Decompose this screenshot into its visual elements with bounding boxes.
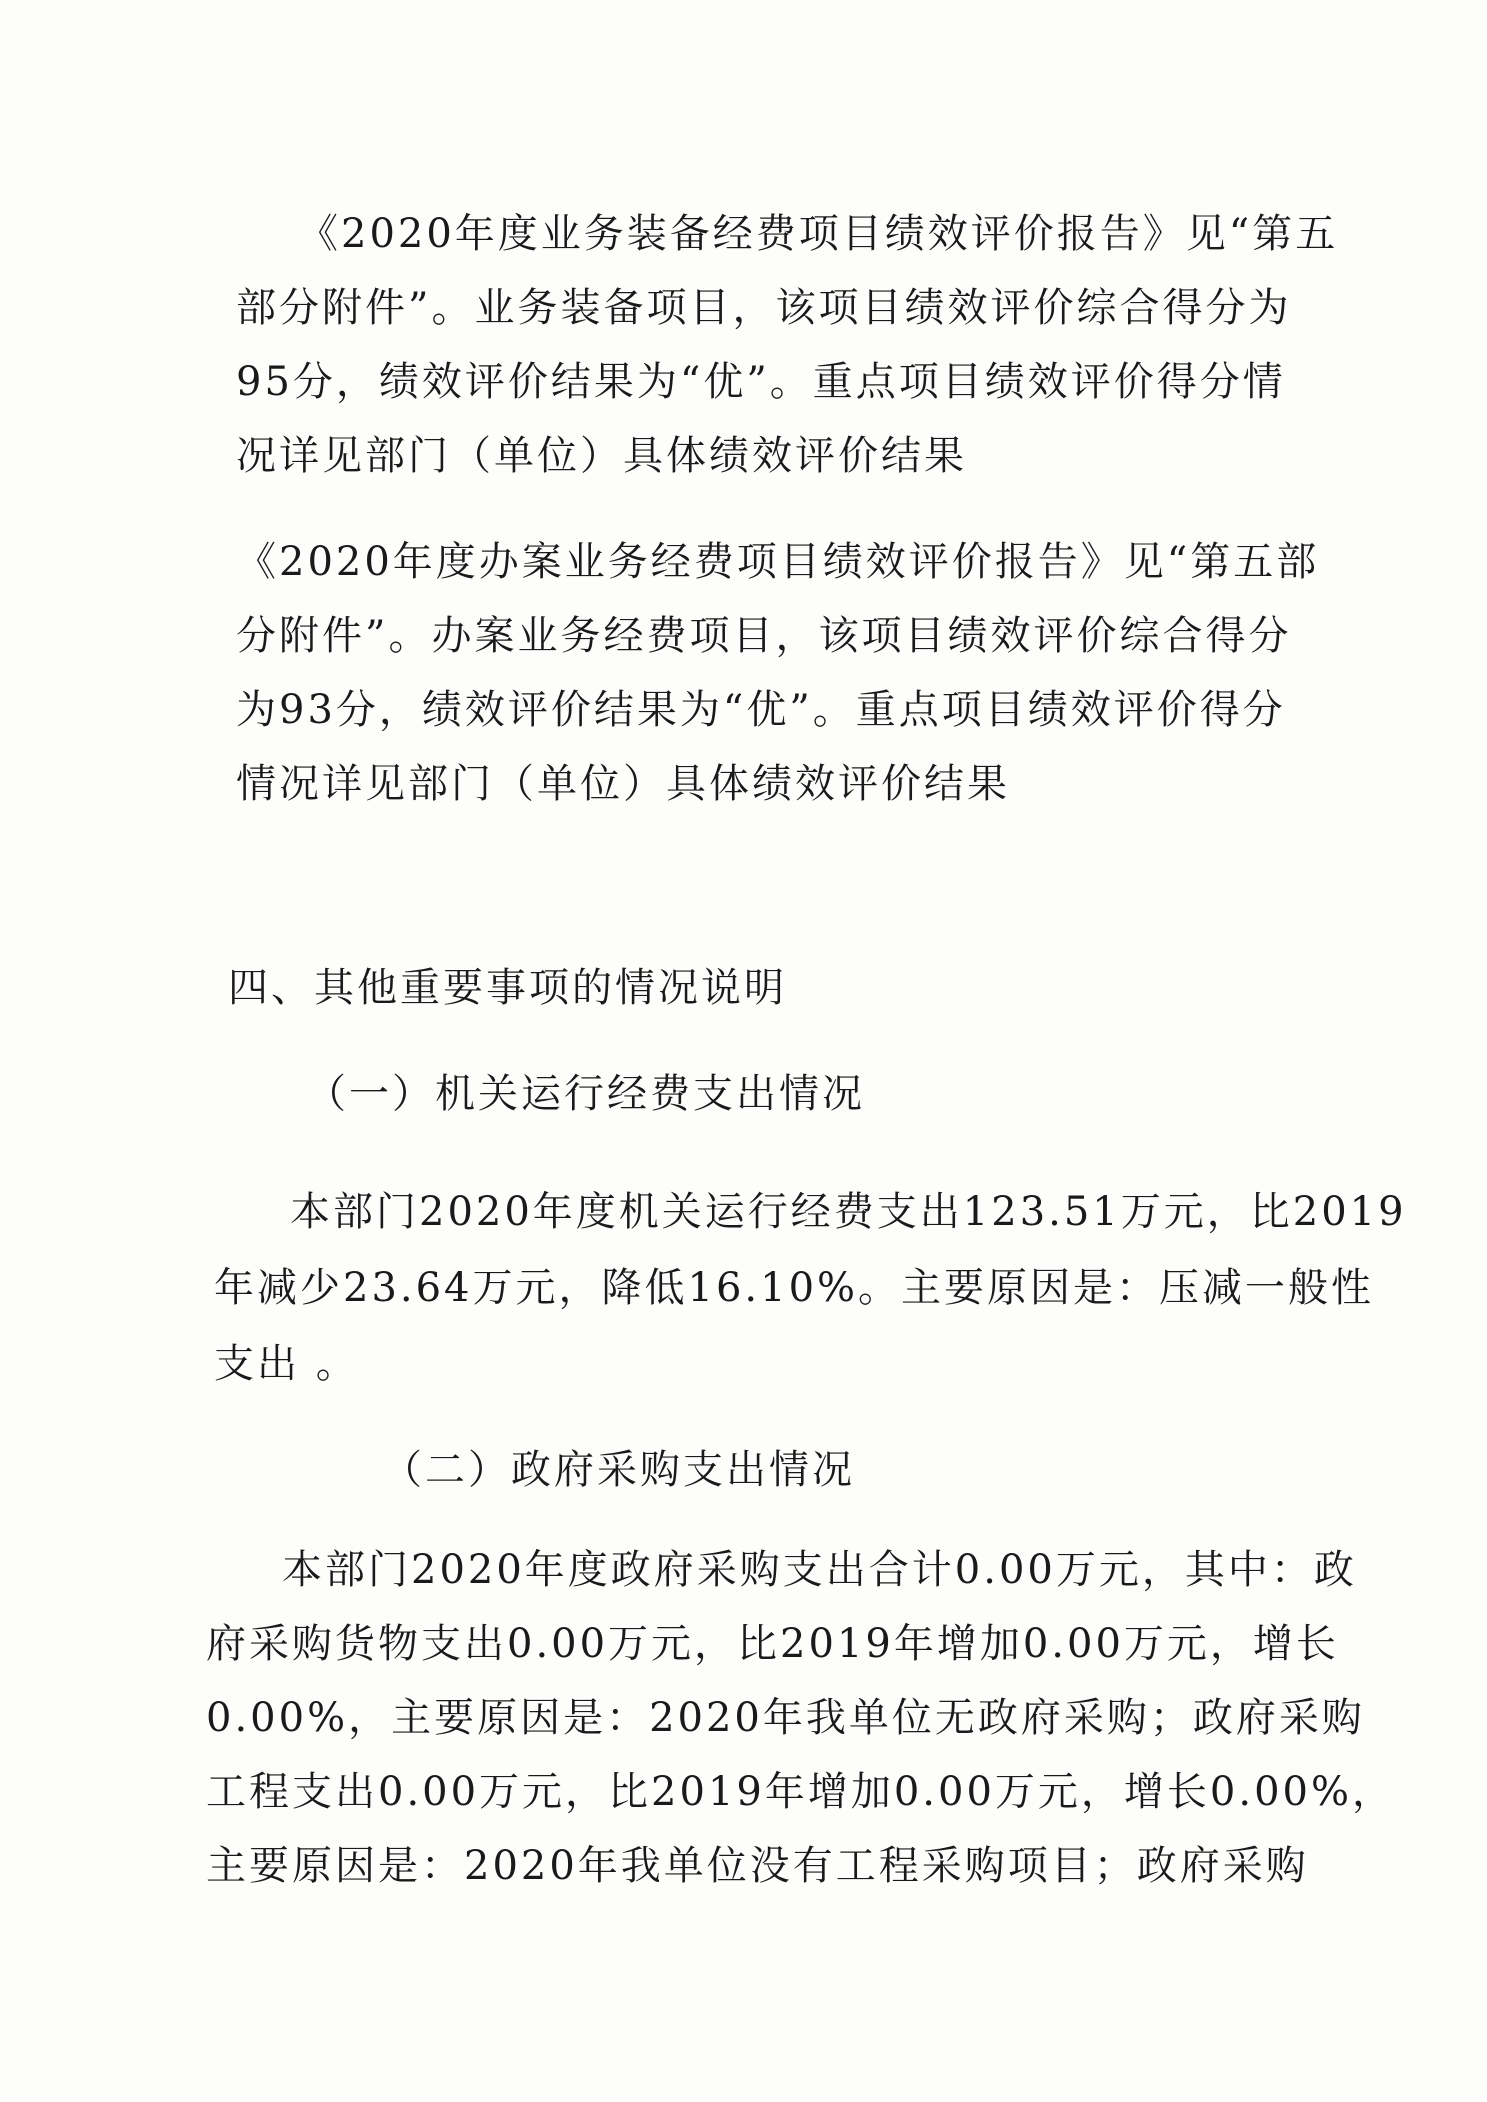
section-1-line-3: 支出 。 xyxy=(214,1341,359,1387)
paragraph-1-line-4: 况详见部门（单位）具体绩效评价结果 xyxy=(236,433,967,479)
paragraph-2-line-3: 为93分，绩效评价结果为“优”。重点项目绩效评价得分 xyxy=(236,687,1286,733)
subsection-heading-procurement: （二）政府采购支出情况 xyxy=(382,1447,855,1493)
paragraph-2-line-4: 情况详见部门（单位）具体绩效评价结果 xyxy=(236,761,1010,807)
paragraph-1-line-2: 部分附件”。业务装备项目，该项目绩效评价综合得分为 xyxy=(236,285,1292,331)
section-2-line-4: 工程支出0.00万元，比2019年增加0.00万元，增长0.00%， xyxy=(206,1769,1395,1815)
section-2-line-2: 府采购货物支出0.00万元，比2019年增加0.00万元，增长 xyxy=(206,1621,1339,1667)
section-2-line-1: 本部门2020年度政府采购支出合计0.00万元，其中：政 xyxy=(282,1547,1357,1593)
paragraph-1-line-1: 《2020年度业务装备经费项目绩效评价报告》见“第五 xyxy=(298,211,1339,257)
subsection-heading-operating-expenses: （一）机关运行经费支出情况 xyxy=(306,1071,865,1117)
paragraph-1-line-3: 95分，绩效评价结果为“优”。重点项目绩效评价得分情 xyxy=(236,359,1286,405)
paragraph-2-line-2: 分附件”。办案业务经费项目，该项目绩效评价综合得分 xyxy=(236,613,1292,659)
section-heading-other-matters: 四、其他重要事项的情况说明 xyxy=(228,965,787,1011)
paragraph-2-line-1: 《2020年度办案业务经费项目绩效评价报告》见“第五部 xyxy=(236,539,1320,585)
section-1-line-2: 年减少23.64万元，降低16.10%。主要原因是：压减一般性 xyxy=(214,1265,1375,1311)
section-2-line-3: 0.00%，主要原因是：2020年我单位无政府采购；政府采购 xyxy=(206,1695,1365,1741)
section-2-line-5: 主要原因是：2020年我单位没有工程采购项目；政府采购 xyxy=(206,1843,1309,1889)
section-1-line-1: 本部门2020年度机关运行经费支出123.51万元，比2019 xyxy=(290,1189,1407,1235)
